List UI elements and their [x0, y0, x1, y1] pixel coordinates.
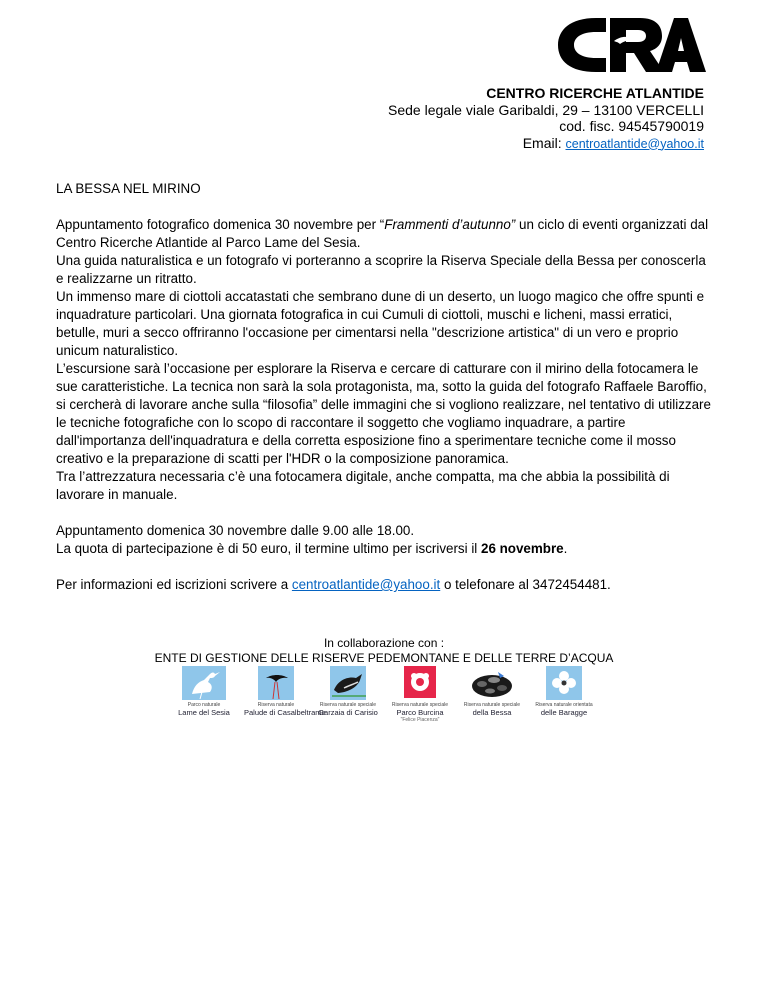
paragraph-equipment: Tra l’attrezzatura necessaria c’è una fotocamera digitale, anche compatta, ma che abbia la possibilità di lavorare in manuale.	[56, 469, 670, 502]
collab-entity: ENTE DI GESTIONE DELLE RISERVE PEDEMONTANE E DELLE TERRE D’ACQUA	[154, 651, 614, 665]
info-email-link[interactable]: centroatlantide@yahoo.it	[291, 577, 441, 592]
partner-caption-name: Parco Burcina	[396, 708, 444, 717]
document-title: LA BESSA NEL MIRINO	[56, 181, 201, 196]
partner-palude-casalbeltrame	[244, 666, 326, 722]
rhododendron-icon	[396, 666, 444, 700]
partner-caption-name: Lame del Sesia	[178, 708, 230, 717]
cra-logo	[556, 14, 706, 76]
document-body	[56, 180, 716, 594]
fee-text: La quota di partecipazione è di 50 euro, il termine ultimo per iscriversi il	[56, 541, 481, 556]
header-email-line	[388, 135, 704, 153]
fee-line	[56, 540, 716, 558]
header-email-link[interactable]: centroatlantide@yahoo.it	[565, 136, 704, 151]
partner-caption-name: della Bessa	[472, 708, 512, 717]
fiscal-code: cod. fisc. 94545790019	[559, 118, 704, 134]
fee-text-end: .	[563, 541, 568, 556]
partner-caption-small: Riserva naturale orientata	[535, 702, 593, 708]
intro-text-start: Appuntamento fotografico domenica 30 novembre per “	[56, 217, 385, 232]
partner-caption-small: Riserva naturale speciale	[463, 702, 521, 708]
partner-bessa	[460, 666, 524, 722]
collab-intro: In collaborazione con :	[323, 636, 445, 650]
partner-logos	[172, 666, 596, 722]
partner-baragge	[532, 666, 596, 722]
partner-caption-small: Parco naturale	[187, 702, 221, 708]
org-name: CENTRO RICERCHE ATLANTIDE	[486, 85, 704, 101]
schedule-line: Appuntamento domenica 30 novembre dalle 9.00 alle 18.00.	[56, 523, 415, 538]
info-line	[56, 576, 716, 594]
partner-lame-del-sesia	[172, 666, 236, 722]
paragraph-landscape: Un immenso mare di ciottoli accatastati che sembrano dune di un deserto, un luogo magico che offre spunti e inquadrature particolari. Una giornata fotografica in cui Cumuli di ciottoli, muschi e licheni, massi erratici, betulle, muri a secco offriranno l'occasione per cimentarsi nella "descrizione artistica" di un vero e proprio unicum naturalistico.	[56, 289, 705, 358]
intro-text-end: un ciclo di eventi organizzati dal Centro Ricerche Atlantide al Parco Lame del Sesia.	[56, 217, 709, 250]
partner-garzaia-carisio	[316, 666, 380, 722]
letterhead	[388, 85, 704, 152]
partner-caption-name: Palude di Casalbeltrame	[244, 708, 326, 717]
stilt-bird-icon	[252, 666, 300, 700]
paragraph-guide: Una guida naturalistica e un fotografo vi porteranno a scoprire la Riserva Speciale della Bessa per conoscerla e realizzarne un ritratto.	[56, 253, 706, 286]
flower-icon	[540, 666, 588, 700]
night-heron-icon	[324, 666, 372, 700]
partner-caption-name: Garzaia di Carisio	[318, 708, 378, 717]
email-label: Email:	[522, 134, 566, 151]
partner-caption-name: delle Baragge	[540, 708, 588, 717]
org-address: Sede legale viale Garibaldi, 29 – 13100 VERCELLI	[388, 101, 704, 118]
partner-parco-burcina	[388, 666, 452, 722]
partner-caption-sub: "Felice Piacenza"	[400, 717, 440, 723]
partner-caption-small: Riserva naturale	[257, 702, 295, 708]
partner-caption-small: Riserva naturale speciale	[319, 702, 377, 708]
pebbles-icon	[468, 666, 516, 700]
info-phone-text: o telefonare al 3472454481.	[440, 577, 611, 592]
collaboration-block	[0, 636, 768, 666]
paragraph-excursion: L’escursione sarà l’occasione per esplorare la Riserva e cercare di catturare con il mirino della fotocamera le sue caratteristiche. La tecnica non sarà la sola protagonista, ma, sotto la guida del fotografo Raffaele Baroffio, si cercherà di lavorare anche sulla “filosofia” delle immagini che si vogliono realizzare, nel tentativo di utilizzare le tecniche fotografiche con lo scopo di raccontare il soggetto che vogliamo inquadrare, a partire dall'importanza dell'inquadratura e della corretta esposizione fino a sperimentare tecniche come il mosso creativo e la preparazione di scatti per l'HDR o la composizione panoramica.	[56, 361, 711, 466]
partner-caption-small: Riserva naturale speciale	[391, 702, 449, 708]
info-text: Per informazioni ed iscrizioni scrivere a	[56, 577, 292, 592]
heron-icon	[180, 666, 228, 700]
deadline-date: 26 novembre	[481, 541, 564, 556]
event-series-name: Frammenti d’autunno”	[384, 217, 516, 232]
intro-paragraph	[56, 216, 716, 252]
